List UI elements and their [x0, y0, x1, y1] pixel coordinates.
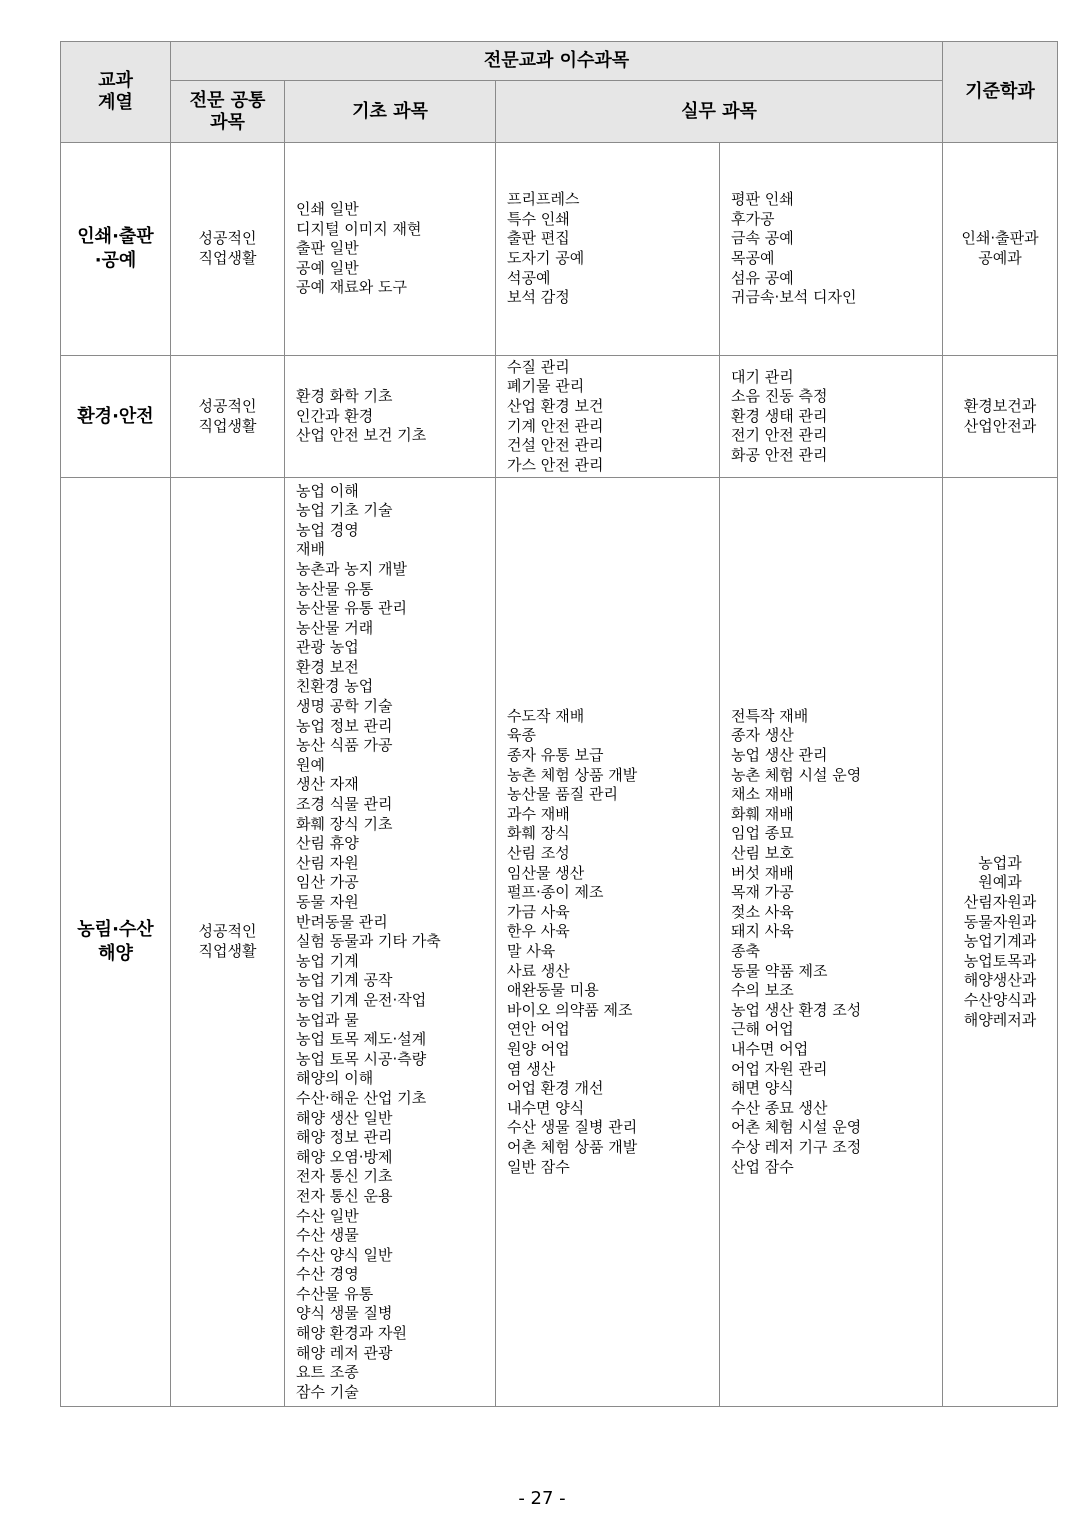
list-item: 수산·해운 산업 기초 [296, 1088, 427, 1107]
list-item: 전특작 재배 [731, 706, 809, 725]
list-item: 해양생산과 [963, 971, 1037, 990]
list-item: 성공적인 [198, 229, 257, 248]
header-dept: 기준학과 [943, 42, 1058, 143]
header-group-text [61, 70, 170, 114]
row-practical-a-cell [496, 143, 720, 356]
list-item: 산림자원과 [963, 893, 1037, 912]
list-item: 산업안전과 [963, 416, 1037, 435]
list-item: 산업 환경 보건 [507, 396, 604, 415]
list-item: 해양 오염·방제 [296, 1147, 393, 1166]
list-item: 석공예 [507, 268, 551, 287]
row-basic-cell [285, 478, 496, 1407]
row-common-cell [171, 356, 285, 478]
list-item: 화훼 재배 [731, 804, 794, 823]
list-item: 평판 인쇄 [731, 190, 794, 209]
list-item: 농업 토목 시공·측량 [296, 1049, 427, 1068]
list-item: 환경 보전 [296, 657, 359, 676]
list-item: 해면 양식 [731, 1079, 794, 1098]
list-item: 농업토목과 [963, 951, 1037, 970]
list-item: 동물자원과 [963, 912, 1037, 931]
table-row [61, 143, 1058, 356]
list-item: 애완동물 미용 [507, 981, 599, 1000]
list-item: 공예 일반 [296, 258, 359, 277]
list-item: 수산양식과 [963, 990, 1037, 1009]
list-item: 농업 기계 [296, 951, 359, 970]
list-item: 수질 관리 [507, 357, 570, 376]
list-item: 펄프·종이 제조 [507, 883, 604, 902]
list-item: 섬유 공예 [731, 268, 794, 287]
list-item: 교과 [98, 70, 133, 91]
list-item: 요트 조종 [296, 1363, 359, 1382]
row-practical-b-cell [720, 143, 943, 356]
list-item: 보석 감정 [507, 288, 570, 307]
list-item: 해양 [98, 943, 133, 964]
list-item: 농산물 유통 관리 [296, 599, 407, 618]
list-item: 건설 안전 관리 [507, 436, 604, 455]
list-item: 동물 약품 제조 [731, 961, 828, 980]
row-dept-cell [943, 478, 1058, 1407]
list-item: 조경 식물 관리 [296, 795, 393, 814]
list-item: 과목 [210, 111, 245, 133]
table-row [61, 478, 1058, 1407]
list-item: 임산 가공 [296, 873, 359, 892]
list-item: 동물 자원 [296, 893, 359, 912]
list-item: 인쇄 일반 [296, 200, 359, 219]
list-item: 농업 기계 운전·작업 [296, 990, 427, 1009]
list-item: 농업 기계 공작 [296, 971, 393, 990]
list-item: 환경·안전 [77, 405, 154, 427]
list-item: 농림·수산 [77, 919, 154, 940]
list-item: 농산 식품 가공 [296, 736, 393, 755]
list-item: 전기 안전 관리 [731, 426, 828, 445]
list-item: 산림 휴양 [296, 834, 359, 853]
list-item: 원예 [296, 755, 325, 774]
list-item: 농산물 유통 [296, 579, 374, 598]
list-item: 성공적인 [198, 396, 257, 415]
list-item: 프리프레스 [507, 190, 580, 209]
list-item: 관광 농업 [296, 638, 359, 657]
list-item: 농업 기초 기술 [296, 501, 393, 520]
list-item: 산림 보호 [731, 844, 794, 863]
list-item: 임업 종묘 [731, 824, 794, 843]
list-item: 내수면 어업 [731, 1039, 809, 1058]
list-item: 산업 안전 보건 기초 [296, 426, 427, 445]
list-item: 폐기물 관리 [507, 377, 585, 396]
list-item: 인쇄·출판 [77, 226, 154, 247]
list-item: 공예 재료와 도구 [296, 278, 407, 297]
row-dept-cell [943, 356, 1058, 478]
list-item: 어업 자원 관리 [731, 1059, 828, 1078]
list-item: 잠수 기술 [296, 1382, 359, 1401]
list-item: 일반 잠수 [507, 1157, 570, 1176]
list-item: 농촌과 농지 개발 [296, 559, 407, 578]
header-common-text [171, 90, 284, 134]
row-basic-cell [285, 143, 496, 356]
list-item: 목재 가공 [731, 883, 794, 902]
list-item: 수도작 재배 [507, 706, 585, 725]
list-item: 출판 일반 [296, 239, 359, 258]
list-item: 과수 재배 [507, 804, 570, 823]
list-item: 전자 통신 운용 [296, 1186, 393, 1205]
list-item: 종자 생산 [731, 726, 794, 745]
list-item: 말 사육 [507, 942, 556, 960]
list-item: 특수 인쇄 [507, 209, 570, 228]
list-item: 전자 통신 기초 [296, 1167, 393, 1186]
list-item: 종축 [731, 942, 760, 960]
list-item: 버섯 재배 [731, 863, 794, 882]
list-item: 사료 생산 [507, 961, 570, 980]
list-item: 바이오 의약품 제조 [507, 1000, 633, 1019]
list-item: 양식 생물 질병 [296, 1304, 393, 1323]
list-item: 연안 어업 [507, 1020, 570, 1039]
list-item: 농업과 물 [296, 1010, 359, 1029]
list-item: 해양 생산 일반 [296, 1108, 393, 1127]
list-item: 농업기계과 [963, 932, 1037, 951]
list-item: 돼지 사육 [731, 922, 794, 941]
list-item: 어촌 체험 시설 운영 [731, 1118, 862, 1137]
list-item: 재배 [296, 540, 325, 559]
list-item: 반려동물 관리 [296, 912, 388, 931]
list-item: 수산 경영 [296, 1265, 359, 1284]
row-group-cell [61, 478, 171, 1407]
header-track-courses: 전문교과 이수과목 [171, 42, 943, 81]
list-item: 해양 환경과 자원 [296, 1324, 407, 1343]
list-item: 농산물 품질 관리 [507, 785, 618, 804]
page-number: - 27 - [518, 1488, 566, 1509]
list-item: 가금 사육 [507, 902, 570, 921]
row-basic-cell [285, 356, 496, 478]
row-common-cell [171, 143, 285, 356]
list-item: 해양 레저 관광 [296, 1343, 393, 1362]
header-practical: 실무 과목 [496, 81, 943, 143]
list-item: 소음 진동 측정 [731, 387, 828, 406]
list-item: 농업 이해 [296, 481, 359, 500]
list-item: 실험 동물과 기타 가축 [296, 932, 441, 951]
table-row [61, 356, 1058, 478]
list-item: 종자 유통 보급 [507, 746, 604, 765]
list-item: 수산 종묘 생산 [731, 1098, 828, 1117]
list-item: 공예과 [978, 249, 1022, 267]
list-item: 계열 [98, 92, 133, 113]
list-item: 생명 공학 기술 [296, 697, 393, 716]
list-item: 농업 정보 관리 [296, 716, 393, 735]
list-item: 한우 사육 [507, 922, 570, 941]
list-item: 생산 자재 [296, 775, 359, 794]
list-item: 수산 양식 일반 [296, 1245, 393, 1264]
list-item: 목공예 [731, 249, 775, 267]
list-item: 친환경 농업 [296, 677, 374, 696]
list-item: 해양의 이해 [296, 1069, 374, 1088]
row-group-cell [61, 356, 171, 478]
row-practical-b-cell [720, 478, 943, 1407]
list-item: 염 생산 [507, 1059, 556, 1078]
list-item: 수산물 유통 [296, 1284, 374, 1303]
list-item: 도자기 공예 [507, 249, 585, 267]
list-item: 인간과 환경 [296, 406, 374, 425]
list-item: 농업과 [978, 853, 1022, 872]
row-practical-a-cell [496, 478, 720, 1407]
list-item: 산업 잠수 [731, 1157, 794, 1176]
header-group [61, 42, 171, 143]
list-item: 환경 화학 기초 [296, 387, 393, 406]
list-item: 어촌 체험 상품 개발 [507, 1137, 638, 1156]
row-practical-b-cell [720, 356, 943, 478]
list-item: 화훼 장식 기초 [296, 814, 393, 833]
list-item: 해양레저과 [963, 1010, 1037, 1029]
list-item: 화훼 장식 [507, 824, 570, 843]
list-item: 수산 생물 [296, 1226, 359, 1245]
list-item: ·공예 [94, 250, 137, 271]
row-group-cell [61, 143, 171, 356]
curriculum-table [60, 41, 1058, 1407]
list-item: 농촌 체험 상품 개발 [507, 765, 638, 784]
list-item: 성공적인 [198, 922, 257, 941]
list-item: 귀금속·보석 디자인 [731, 288, 857, 307]
list-item: 수의 보조 [731, 981, 794, 1000]
list-item: 직업생활 [198, 942, 257, 960]
row-common-cell [171, 478, 285, 1407]
list-item: 전문 공통 [189, 89, 266, 111]
row-dept-cell [943, 143, 1058, 356]
list-item: 디지털 이미지 재현 [296, 219, 422, 238]
list-item: 어업 환경 개선 [507, 1079, 604, 1098]
list-item: 젖소 사육 [731, 902, 794, 921]
list-item: 수상 레저 기구 조정 [731, 1137, 862, 1156]
row-practical-a-cell [496, 356, 720, 478]
list-item: 농업 생산 관리 [731, 746, 828, 765]
list-item: 산림 자원 [296, 853, 359, 872]
list-item: 농촌 체험 시설 운영 [731, 765, 862, 784]
list-item: 금속 공예 [731, 229, 794, 248]
list-item: 화공 안전 관리 [731, 445, 828, 464]
list-item: 원예과 [978, 873, 1022, 892]
list-item: 임산물 생산 [507, 863, 585, 882]
list-item: 수산 생물 질병 관리 [507, 1118, 638, 1137]
list-item: 채소 재배 [731, 785, 794, 804]
list-item: 출판 편집 [507, 229, 570, 248]
list-item: 근해 어업 [731, 1020, 794, 1039]
list-item: 후가공 [731, 209, 775, 228]
list-item: 환경 생태 관리 [731, 406, 828, 425]
list-item: 수산 일반 [296, 1206, 359, 1225]
list-item: 해양 정보 관리 [296, 1128, 393, 1147]
list-item: 직업생활 [198, 416, 257, 435]
list-item: 농산물 거래 [296, 618, 374, 637]
list-item: 산림 조성 [507, 844, 570, 863]
list-item: 인쇄·출판과 [961, 229, 1039, 248]
header-basic: 기초 과목 [285, 81, 496, 143]
list-item: 육종 [507, 726, 536, 745]
list-item: 직업생활 [198, 249, 257, 267]
list-item: 농업 생산 환경 조성 [731, 1000, 862, 1019]
header-common [171, 81, 285, 143]
list-item: 농업 경영 [296, 520, 359, 539]
list-item: 가스 안전 관리 [507, 455, 604, 474]
list-item: 기계 안전 관리 [507, 416, 604, 435]
list-item: 대기 관리 [731, 367, 794, 386]
list-item: 농업 토목 제도·설계 [296, 1030, 427, 1049]
list-item: 내수면 양식 [507, 1098, 585, 1117]
list-item: 원양 어업 [507, 1039, 570, 1058]
list-item: 환경보건과 [963, 396, 1037, 415]
